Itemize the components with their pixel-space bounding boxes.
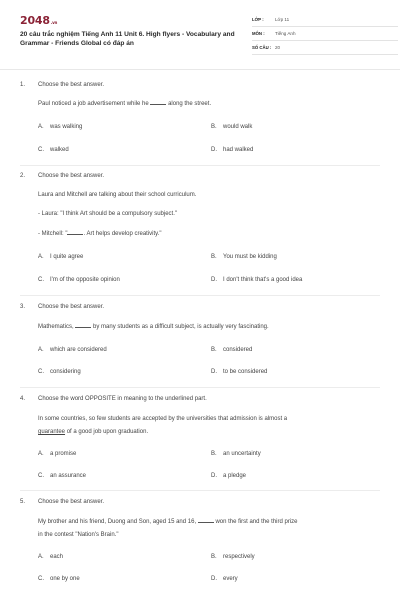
option-b[interactable]: B. considered xyxy=(211,347,253,353)
option-a[interactable]: A. I quite agree xyxy=(38,254,84,260)
meta-value-class: Lớp 11 xyxy=(275,17,290,22)
option-c[interactable]: C. considering xyxy=(38,369,81,375)
option-a[interactable]: A. which are considered xyxy=(38,347,107,353)
question-instruction: Choose the best answer. xyxy=(38,82,105,88)
question-instruction: Choose the best answer. xyxy=(38,173,105,179)
option-c[interactable]: C. an assurance xyxy=(38,473,87,479)
option-d[interactable]: D. a pledge xyxy=(211,473,247,479)
meta-key-class: LỚP : xyxy=(252,17,264,22)
question-instruction: Choose the word OPPOSITE in meaning to the underlined part. xyxy=(38,396,207,402)
option-c[interactable]: C. one by one xyxy=(38,576,80,582)
meta-value-count: 20 xyxy=(275,45,281,50)
meta-info xyxy=(252,14,398,56)
option-d[interactable]: D. I don't think that's a good idea xyxy=(211,277,303,283)
option-a[interactable]: A. was walking xyxy=(38,124,83,130)
meta-key-subject: MÔN : xyxy=(252,31,265,36)
meta-row-class xyxy=(252,14,398,27)
answer-blank xyxy=(75,323,91,328)
option-a[interactable]: A. each xyxy=(38,554,64,560)
option-c[interactable]: C. I'm of the opposite opinion xyxy=(38,277,120,283)
document-header xyxy=(20,14,380,64)
answer-blank xyxy=(67,230,83,235)
question-number: 4. xyxy=(20,396,26,402)
question-number: 2. xyxy=(20,173,26,179)
option-a[interactable]: A. a promise xyxy=(38,451,77,457)
question-instruction: Choose the best answer. xyxy=(38,304,105,310)
option-b[interactable]: B. respectively xyxy=(211,554,255,560)
question-text: In some countries, so few students are accepted by the universities that admission is almost a xyxy=(38,416,288,422)
logo-text: 2048 xyxy=(20,14,50,27)
question-divider xyxy=(20,165,380,166)
answer-blank xyxy=(150,100,166,105)
option-d[interactable]: D. every xyxy=(211,576,238,582)
question-text: Laura and Mitchell are talking about their school curriculum. xyxy=(38,192,197,198)
option-d[interactable]: D. to be considered xyxy=(211,369,268,375)
option-b[interactable]: B. You must be kidding xyxy=(211,254,277,260)
header-divider xyxy=(0,69,400,70)
meta-row-count xyxy=(252,42,398,55)
question-divider xyxy=(20,295,380,296)
document-title: 20 câu trắc nghiệm Tiếng Anh 11 Unit 6. High flyers - Vocabulary and Grammar - Friends Global có đáp án xyxy=(20,31,235,47)
option-b[interactable]: B. would walk xyxy=(211,124,253,130)
question-instruction: Choose the best answer. xyxy=(38,499,105,505)
question-text: in the contest "Nation's Brain." xyxy=(38,532,119,538)
question-divider xyxy=(20,387,380,388)
question-number: 5. xyxy=(20,499,26,505)
question-text: guarantee of a good job upon graduation. xyxy=(38,429,149,435)
option-c[interactable]: C. walked xyxy=(38,147,69,153)
meta-row-subject xyxy=(252,28,398,41)
underlined-word: guarantee xyxy=(38,429,66,435)
answer-blank xyxy=(198,518,214,523)
option-b[interactable]: B. an uncertainty xyxy=(211,451,261,457)
logo-suffix: .vn xyxy=(50,20,58,25)
site-logo[interactable] xyxy=(20,14,57,27)
question-number: 3. xyxy=(20,304,26,310)
question-divider xyxy=(20,490,380,491)
question-text: Paul noticed a job advertisement while he along the street. xyxy=(38,101,212,107)
option-d[interactable]: D. had walked xyxy=(211,147,254,153)
meta-value-subject: Tiếng Anh xyxy=(275,31,296,36)
question-text: - Laura: "I think Art should be a compulsory subject." xyxy=(38,211,177,217)
question-text: - Mitchell: " . Art helps develop creativity." xyxy=(38,231,162,237)
meta-key-count: SỐ CÂU : xyxy=(252,45,272,50)
question-number: 1. xyxy=(20,82,26,88)
question-text: My brother and his friend, Duong and Son, aged 15 and 16, won the first and the third prize xyxy=(38,519,298,525)
question-text: Mathematics, by many students as a difficult subject, is actually very fascinating. xyxy=(38,324,269,330)
